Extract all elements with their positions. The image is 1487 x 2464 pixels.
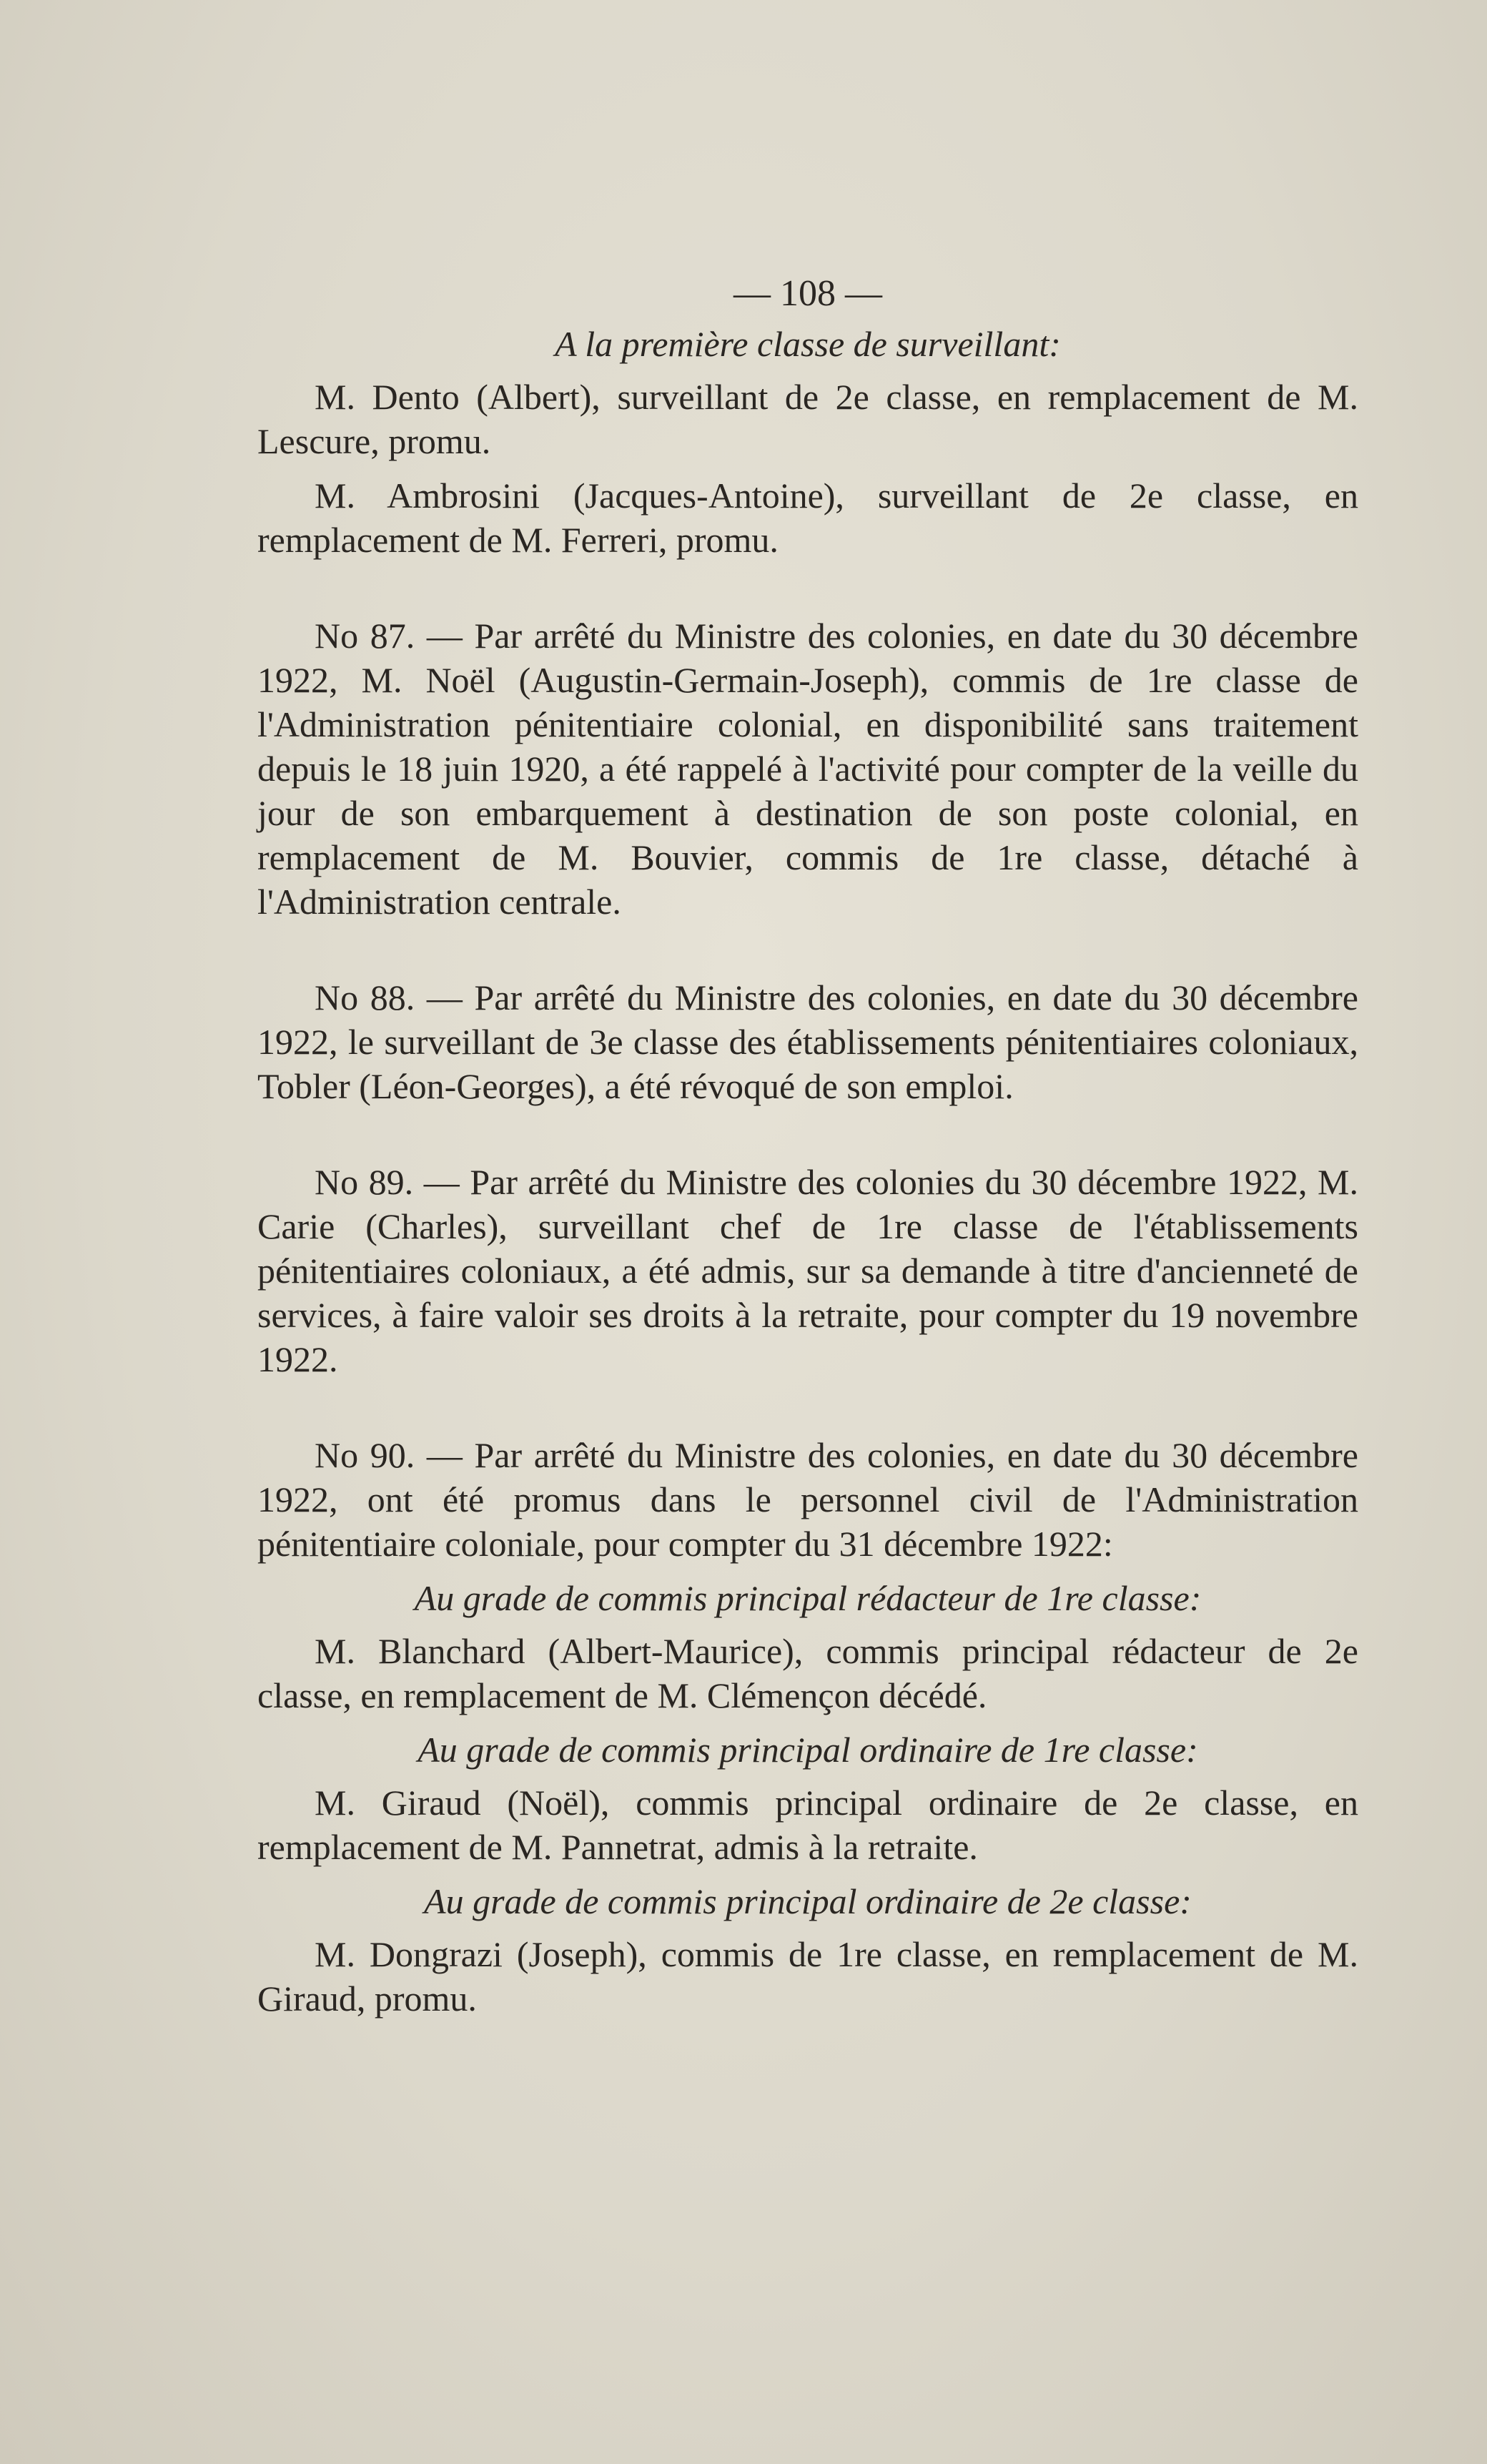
paragraph: No 88. — Par arrêté du Ministre des colonies, en date du 30 décembre 1922, le surveillant de 3e classe des établissements pénitentiaires coloniaux, Tobler (Léon-Georges), a été révoqué de son emploi. — [257, 977, 1358, 1106]
section-heading: Au grade de commis principal ordinaire de 1re classe: — [418, 1730, 1198, 1770]
paragraph: M. Giraud (Noël), commis principal ordinaire de 2e classe, en remplacement de M. Pannetrat, admis à la retraite. — [257, 1783, 1358, 1867]
page-content — [257, 272, 1358, 2031]
paragraph: M. Ambrosini (Jacques-Antoine), surveillant de 2e classe, en remplacement de M. Ferreri, promu. — [257, 475, 1358, 560]
paragraph: No 90. — Par arrêté du Ministre des colonies, en date du 30 décembre 1922, ont été promus dans le personnel civil de l'Administration pénitentiaire coloniale, pour compter du 31 décembre 1922: — [257, 1435, 1358, 1564]
page-number: — 108 — — [733, 273, 882, 314]
section-heading: Au grade de commis principal ordinaire de 2e classe: — [424, 1881, 1192, 1921]
text-blocks — [257, 322, 1358, 2021]
paragraph: M. Dento (Albert), surveillant de 2e classe, en remplacement de M. Lescure, promu. — [257, 377, 1358, 461]
section-heading: A la première classe de surveillant: — [555, 324, 1061, 364]
paragraph: M. Blanchard (Albert-Maurice), commis principal rédacteur de 2e classe, en remplacement de M. Clémençon décédé. — [257, 1631, 1358, 1715]
paragraph: No 89. — Par arrêté du Ministre des colonies du 30 décembre 1922, M. Carie (Charles), surveillant chef de 1re classe de l'établissements pénitentiaires coloniaux, a été admis, sur sa demande à titre d'ancienneté de services, à faire valoir ses droits à la retraite, pour compter du 19 novembre 1922. — [257, 1162, 1358, 1379]
paragraph: M. Dongrazi (Joseph), commis de 1re classe, en remplacement de M. Giraud, promu. — [257, 1934, 1358, 2019]
section-heading: Au grade de commis principal rédacteur de 1re classe: — [414, 1578, 1202, 1618]
paragraph: No 87. — Par arrêté du Ministre des colonies, en date du 30 décembre 1922, M. Noël (Augustin-Germain-Joseph), commis de 1re classe de l'Administration pénitentiaire colonial, en disponibilité sans traitement depuis le 18 juin 1920, a été rappelé à l'activité pour compter de la veille du jour de son embarquement à destination de son poste colonial, en remplacement de M. Bouvier, commis de 1re classe, détaché à l'Administration centrale. — [257, 616, 1358, 922]
